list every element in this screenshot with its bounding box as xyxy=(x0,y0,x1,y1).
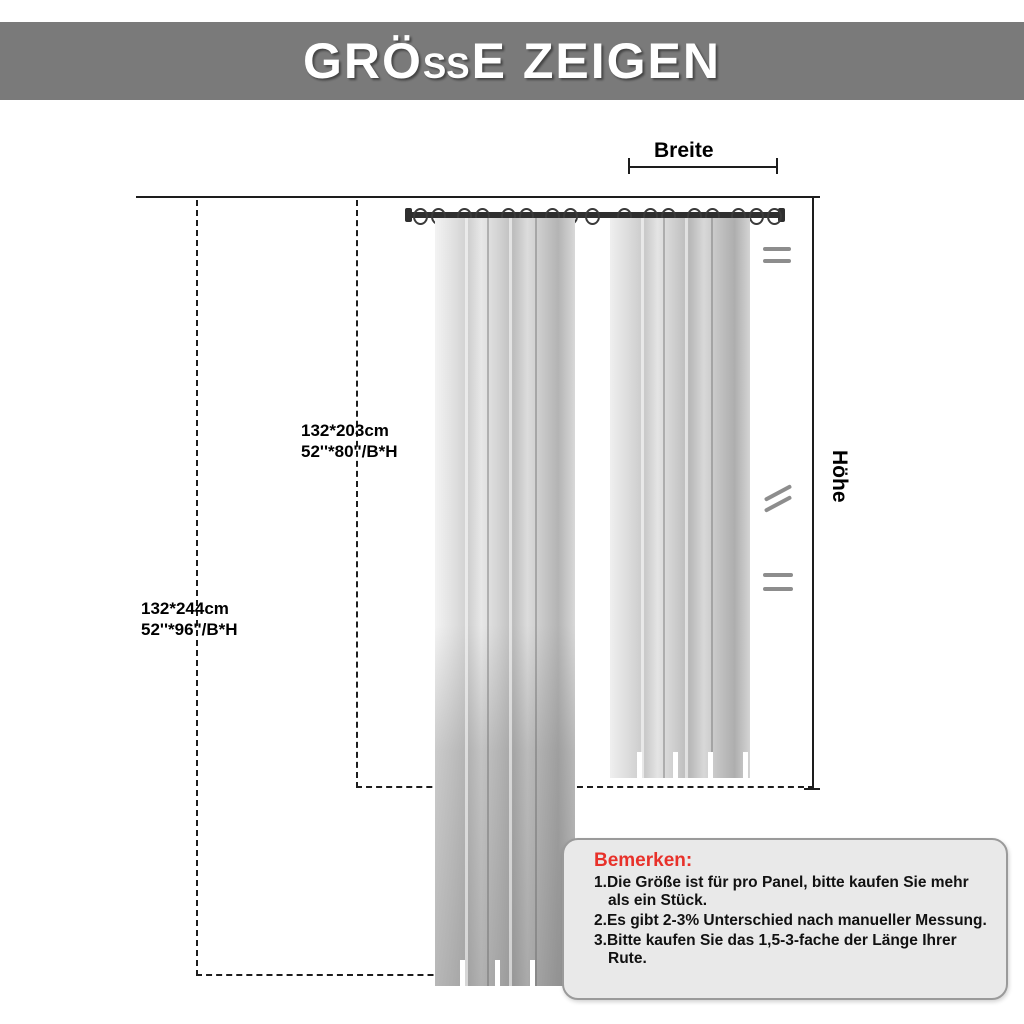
list-item: Es gibt 2-3% Unterschied nach manueller Messung. xyxy=(606,911,987,929)
list-item: Bitte kaufen Sie das 1,5-3-fache der Länge Ihrer Rute. xyxy=(606,931,957,967)
breite-tick-left xyxy=(628,158,630,174)
hoehe-label: Höhe xyxy=(828,450,851,503)
inner-size-imperial: 52''*80''/B*H xyxy=(301,442,398,462)
curtain-hem-tick xyxy=(708,752,713,778)
notes-list xyxy=(580,874,992,968)
texture-marker xyxy=(763,573,793,577)
breite-dimension-line xyxy=(628,166,776,168)
curtain-fold xyxy=(535,218,537,986)
breite-label: Breite xyxy=(654,139,714,162)
curtain-hem-tick xyxy=(530,960,535,986)
curtain-fold xyxy=(487,218,489,986)
breite-tick-right xyxy=(776,158,778,174)
inner-size-metric: 132*203cm xyxy=(301,421,389,440)
curtain-fold xyxy=(509,218,512,986)
inner-dashed-left xyxy=(356,200,358,788)
outer-size-imperial: 52''*96''/B*H xyxy=(141,620,238,640)
curtain-hem-tick xyxy=(673,752,678,778)
texture-marker xyxy=(763,587,793,591)
outer-size-label xyxy=(141,598,238,641)
curtain-fold xyxy=(711,218,713,778)
grommet-ring xyxy=(585,208,600,225)
curtain-fold xyxy=(663,218,665,778)
rod-cap-left xyxy=(405,208,412,222)
curtain-fold xyxy=(465,218,468,986)
curtain-hem-tick xyxy=(495,960,500,986)
outer-size-metric: 132*244cm xyxy=(141,599,229,618)
curtain-hem-tick xyxy=(460,960,465,986)
curtain-hem-tick xyxy=(743,752,748,778)
page-title: GRÖßE ZEIGEN xyxy=(303,33,721,89)
inner-size-label xyxy=(301,420,398,463)
curtain-fold xyxy=(641,218,644,778)
curtain-hem-tick xyxy=(637,752,642,778)
curtain-panel-short xyxy=(610,218,750,778)
hoehe-dimension-line xyxy=(812,196,814,788)
grommet-ring xyxy=(767,208,782,225)
notes-title: Bemerken: xyxy=(594,850,693,871)
texture-marker xyxy=(763,247,791,251)
curtain-panel-long-shading xyxy=(435,625,575,986)
texture-marker xyxy=(763,259,791,263)
grommet-ring xyxy=(413,208,428,225)
hoehe-tick-top xyxy=(804,196,820,198)
grommet-ring xyxy=(749,208,764,225)
top-reference-line xyxy=(136,196,818,198)
list-item: Die Größe ist für pro Panel, bitte kaufen Sie mehr als ein Stück. xyxy=(606,874,969,909)
outer-dashed-left xyxy=(196,200,198,976)
notes-box xyxy=(562,838,1008,1000)
hoehe-tick-bottom xyxy=(804,788,820,790)
curtain-fold xyxy=(685,218,688,778)
